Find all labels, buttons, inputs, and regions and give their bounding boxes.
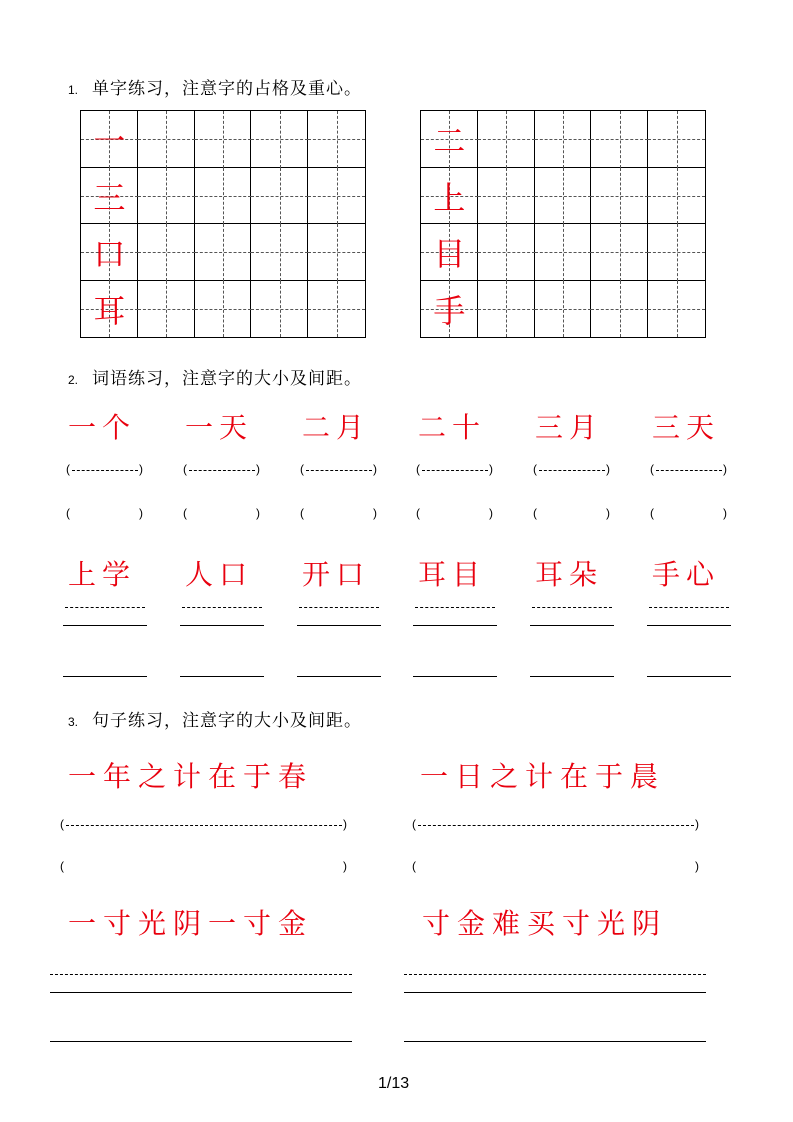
grid-cell xyxy=(81,281,138,338)
model-word: 三天 xyxy=(652,411,721,444)
grid-cell xyxy=(138,281,195,338)
grid-cell xyxy=(421,168,478,225)
paren-open: ( xyxy=(650,462,654,476)
grid-cell xyxy=(308,281,365,338)
grid-cell xyxy=(421,281,478,338)
grid-cell xyxy=(478,281,535,338)
grid-guide-horizontal xyxy=(535,252,592,253)
writing-line[interactable] xyxy=(404,1041,706,1042)
section-1-title: 1. 单字练习，注意字的占格及重心。 xyxy=(68,79,363,99)
pinyin-dotted-line xyxy=(306,470,372,471)
writing-line[interactable] xyxy=(297,676,381,677)
writing-dotted-line xyxy=(50,974,352,975)
pinyin-dotted-line xyxy=(418,825,694,826)
paren-close: ) xyxy=(695,817,699,831)
grid-cell xyxy=(478,224,535,281)
model-word: 二月 xyxy=(302,411,371,444)
model-character: 上 xyxy=(433,178,466,217)
model-word: 一天 xyxy=(185,411,254,444)
paren-close: ) xyxy=(489,462,493,476)
paren-close: ) xyxy=(723,462,727,476)
paren-open: ( xyxy=(300,506,304,520)
grid-guide-horizontal xyxy=(138,309,195,310)
paren-open: ( xyxy=(416,462,420,476)
paren-close: ) xyxy=(256,506,260,520)
paren-open: ( xyxy=(183,506,187,520)
grid-cell xyxy=(251,168,308,225)
grid-cell xyxy=(535,168,592,225)
model-word: 一个 xyxy=(68,411,137,444)
grid-guide-horizontal xyxy=(478,196,535,197)
paren-open: ( xyxy=(60,859,64,873)
pinyin-dotted-line xyxy=(656,470,722,471)
practice-grid-left xyxy=(80,110,366,338)
practice-grid-right xyxy=(420,110,706,338)
writing-line[interactable] xyxy=(647,676,731,677)
grid-guide-horizontal xyxy=(478,139,535,140)
writing-line[interactable] xyxy=(647,625,731,626)
writing-dotted-line xyxy=(65,607,145,608)
grid-guide-horizontal xyxy=(308,252,365,253)
grid-guide-horizontal xyxy=(535,196,592,197)
model-word: 二十 xyxy=(418,411,487,444)
model-character: 耳 xyxy=(93,291,126,330)
grid-cell xyxy=(421,224,478,281)
grid-cell xyxy=(648,168,705,225)
writing-line[interactable] xyxy=(63,676,147,677)
section-3-title: 3. 句子练习，注意字的大小及间距。 xyxy=(68,711,363,731)
grid-guide-horizontal xyxy=(138,139,195,140)
paren-close: ) xyxy=(139,506,143,520)
paren-close: ) xyxy=(606,506,610,520)
model-sentence: 一日之计在于晨 xyxy=(420,760,666,793)
model-word: 三月 xyxy=(535,411,604,444)
grid-guide-horizontal xyxy=(478,309,535,310)
grid-guide-horizontal xyxy=(591,309,648,310)
writing-line[interactable] xyxy=(530,625,614,626)
grid-cell xyxy=(195,111,252,168)
writing-dotted-line xyxy=(299,607,379,608)
model-word: 耳目 xyxy=(418,558,487,591)
paren-open: ( xyxy=(60,817,64,831)
model-character: 三 xyxy=(93,178,126,217)
grid-guide-horizontal xyxy=(535,139,592,140)
writing-dotted-line xyxy=(182,607,262,608)
paren-close: ) xyxy=(256,462,260,476)
model-word: 开口 xyxy=(302,558,371,591)
writing-line[interactable] xyxy=(180,676,264,677)
paren-close: ) xyxy=(343,859,347,873)
paren-open: ( xyxy=(533,462,537,476)
grid-cell xyxy=(138,111,195,168)
grid-cell xyxy=(308,224,365,281)
model-word: 手心 xyxy=(652,558,721,591)
writing-line[interactable] xyxy=(180,625,264,626)
model-word: 人口 xyxy=(185,558,254,591)
paren-open: ( xyxy=(533,506,537,520)
model-character: 口 xyxy=(93,235,126,274)
grid-cell xyxy=(138,224,195,281)
writing-line[interactable] xyxy=(50,992,352,993)
grid-guide-horizontal xyxy=(308,196,365,197)
grid-guide-horizontal xyxy=(591,252,648,253)
model-word: 上学 xyxy=(68,558,137,591)
section-2-title: 2. 词语练习，注意字的大小及间距。 xyxy=(68,369,363,389)
grid-guide-horizontal xyxy=(195,196,252,197)
grid-guide-horizontal xyxy=(251,196,308,197)
writing-dotted-line xyxy=(415,607,495,608)
model-character: 一 xyxy=(93,122,126,161)
grid-cell xyxy=(535,111,592,168)
page-number: 1/13 xyxy=(378,1075,410,1092)
pinyin-dotted-line xyxy=(539,470,605,471)
writing-dotted-line xyxy=(649,607,729,608)
model-character: 二 xyxy=(433,122,466,161)
grid-guide-horizontal xyxy=(251,309,308,310)
paren-open: ( xyxy=(416,506,420,520)
grid-guide-horizontal xyxy=(195,139,252,140)
paren-open: ( xyxy=(300,462,304,476)
grid-cell xyxy=(648,111,705,168)
grid-guide-horizontal xyxy=(591,139,648,140)
grid-cell xyxy=(591,168,648,225)
paren-close: ) xyxy=(373,506,377,520)
grid-guide-horizontal xyxy=(591,196,648,197)
grid-cell xyxy=(591,111,648,168)
paren-close: ) xyxy=(695,859,699,873)
grid-cell xyxy=(195,281,252,338)
paren-close: ) xyxy=(489,506,493,520)
grid-cell xyxy=(251,224,308,281)
grid-cell xyxy=(195,224,252,281)
grid-guide-horizontal xyxy=(648,139,705,140)
grid-cell xyxy=(535,224,592,281)
grid-guide-horizontal xyxy=(308,139,365,140)
writing-line[interactable] xyxy=(413,625,497,626)
grid-cell xyxy=(478,168,535,225)
model-sentence: 一寸光阴一寸金 xyxy=(68,907,314,940)
grid-guide-horizontal xyxy=(648,196,705,197)
grid-cell xyxy=(138,168,195,225)
grid-cell xyxy=(251,281,308,338)
paren-open: ( xyxy=(66,462,70,476)
model-sentence: 一年之计在于春 xyxy=(68,760,314,793)
writing-dotted-line xyxy=(532,607,612,608)
pinyin-dotted-line xyxy=(72,470,138,471)
pinyin-dotted-line xyxy=(66,825,342,826)
writing-line[interactable] xyxy=(50,1041,352,1042)
writing-line[interactable] xyxy=(297,625,381,626)
grid-cell xyxy=(421,111,478,168)
paren-open: ( xyxy=(183,462,187,476)
model-sentence: 寸金难买寸光阴 xyxy=(422,907,668,940)
paren-open: ( xyxy=(66,506,70,520)
grid-cell xyxy=(591,224,648,281)
grid-cell xyxy=(81,224,138,281)
grid-cell xyxy=(195,168,252,225)
pinyin-dotted-line xyxy=(189,470,255,471)
model-word: 耳朵 xyxy=(535,558,604,591)
writing-dotted-line xyxy=(404,974,706,975)
pinyin-dotted-line xyxy=(422,470,488,471)
grid-guide-horizontal xyxy=(648,309,705,310)
grid-guide-horizontal xyxy=(478,252,535,253)
paren-close: ) xyxy=(343,817,347,831)
grid-cell xyxy=(648,224,705,281)
writing-line[interactable] xyxy=(63,625,147,626)
paren-close: ) xyxy=(139,462,143,476)
grid-guide-horizontal xyxy=(648,252,705,253)
grid-cell xyxy=(591,281,648,338)
paren-open: ( xyxy=(412,859,416,873)
grid-guide-horizontal xyxy=(138,252,195,253)
paren-open: ( xyxy=(412,817,416,831)
grid-guide-horizontal xyxy=(535,309,592,310)
paren-open: ( xyxy=(650,506,654,520)
paren-close: ) xyxy=(373,462,377,476)
model-character: 目 xyxy=(433,235,466,274)
grid-cell xyxy=(81,168,138,225)
grid-cell xyxy=(81,111,138,168)
paren-close: ) xyxy=(723,506,727,520)
grid-cell xyxy=(308,111,365,168)
grid-guide-horizontal xyxy=(195,252,252,253)
grid-guide-horizontal xyxy=(251,252,308,253)
grid-guide-horizontal xyxy=(251,139,308,140)
paren-close: ) xyxy=(606,462,610,476)
writing-line[interactable] xyxy=(530,676,614,677)
model-character: 手 xyxy=(433,291,466,330)
grid-cell xyxy=(535,281,592,338)
grid-guide-horizontal xyxy=(138,196,195,197)
grid-cell xyxy=(251,111,308,168)
grid-guide-horizontal xyxy=(195,309,252,310)
grid-cell xyxy=(478,111,535,168)
grid-guide-horizontal xyxy=(308,309,365,310)
grid-cell xyxy=(648,281,705,338)
writing-line[interactable] xyxy=(404,992,706,993)
writing-line[interactable] xyxy=(413,676,497,677)
grid-cell xyxy=(308,168,365,225)
